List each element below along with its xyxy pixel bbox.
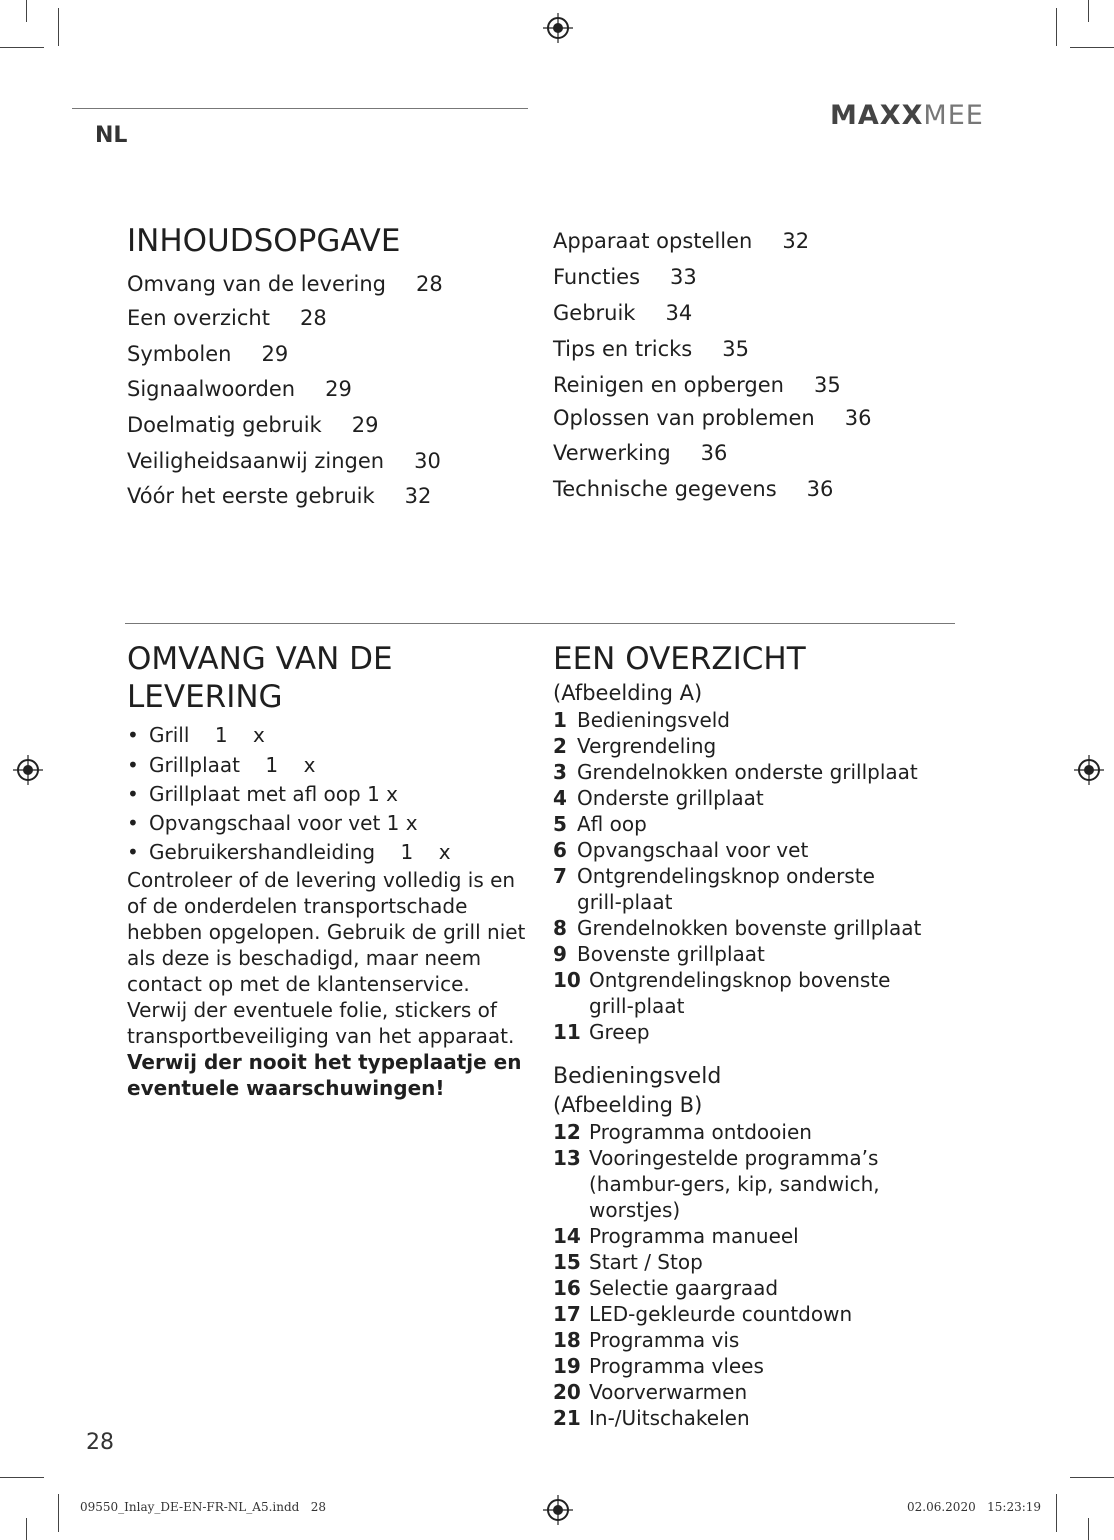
item-label: Afl oop bbox=[577, 812, 647, 836]
list-item bbox=[553, 941, 963, 967]
toc-entry-label: Vóór het eerste gebruik bbox=[127, 484, 375, 508]
toc-entry-page: 35 bbox=[722, 337, 749, 361]
toc-entry-label: Oplossen van problemen bbox=[553, 406, 815, 430]
item-number: 10 bbox=[553, 968, 581, 992]
toc-entry-page: 29 bbox=[351, 413, 379, 437]
list-item bbox=[553, 733, 963, 759]
list-item bbox=[553, 1353, 963, 1379]
crop-mark bbox=[58, 1494, 59, 1532]
parts-list bbox=[553, 707, 963, 1045]
delivery-warning: Verwij der nooit het typeplaatje en eventuele waarschuwingen! bbox=[127, 1050, 522, 1100]
toc-entry[interactable] bbox=[553, 406, 871, 430]
list-item: • Gebruikershandleiding 1 x bbox=[127, 838, 527, 867]
item-label: Grendelnokken bovenste grillplaat bbox=[577, 916, 922, 940]
list-item: • Grill 1 x bbox=[127, 720, 527, 750]
list-item: • Opvangschaal voor vet 1 x bbox=[127, 809, 527, 838]
crop-mark bbox=[1056, 8, 1057, 46]
registration-mark-icon bbox=[1074, 755, 1104, 785]
list-item bbox=[553, 811, 963, 837]
item-number: 20 bbox=[553, 1380, 581, 1404]
item-number: 8 bbox=[553, 916, 567, 940]
item-label: Ontgrendelingsknop bovenste grill-plaat bbox=[589, 968, 891, 1018]
panel-title: Bedieningsveld bbox=[553, 1064, 722, 1089]
section-rule bbox=[125, 623, 955, 624]
toc-entry-page: 32 bbox=[782, 229, 810, 253]
crop-mark bbox=[0, 47, 44, 48]
item-label: LED-gekleurde countdown bbox=[589, 1302, 853, 1326]
toc-entry-label: Signaalwoorden bbox=[127, 377, 296, 401]
item-number: 12 bbox=[553, 1120, 581, 1144]
item-label: Onderste grillplaat bbox=[577, 786, 764, 810]
item-label: In-/Uitschakelen bbox=[589, 1406, 750, 1430]
list-item bbox=[553, 1249, 963, 1275]
item-label: Vergrendeling bbox=[577, 734, 717, 758]
toc-entry[interactable] bbox=[553, 373, 841, 397]
item-number: 7 bbox=[553, 864, 567, 888]
item-number: 1 bbox=[553, 708, 567, 732]
item-number: 11 bbox=[553, 1020, 581, 1044]
toc-entry[interactable] bbox=[553, 265, 697, 289]
list-item bbox=[553, 837, 963, 863]
item-number: 2 bbox=[553, 734, 567, 758]
item-label: Bedieningsveld bbox=[577, 708, 730, 732]
toc-entry-page: 30 bbox=[414, 449, 441, 473]
crop-mark bbox=[1088, 1518, 1089, 1540]
toc-entry-label: Gebruik bbox=[553, 301, 636, 325]
header-rule bbox=[72, 108, 528, 109]
item-label: Ontgrendelingsknop onderste grill-plaat bbox=[577, 864, 875, 914]
toc-entry-page: 36 bbox=[806, 477, 834, 501]
toc-entry-label: Apparaat opstellen bbox=[553, 229, 753, 253]
toc-entry-label: Symbolen bbox=[127, 342, 232, 366]
delivery-list bbox=[127, 720, 527, 867]
item-number: 6 bbox=[553, 838, 567, 862]
brand-prefix: MAXX bbox=[830, 100, 924, 131]
list-item bbox=[553, 1145, 963, 1223]
item-label: Grendelnokken onderste grillplaat bbox=[577, 760, 918, 784]
list-item bbox=[553, 707, 963, 733]
list-item bbox=[553, 785, 963, 811]
toc-entry[interactable] bbox=[127, 342, 288, 366]
toc-entry-page: 32 bbox=[404, 484, 432, 508]
toc-entry-label: Verwerking bbox=[553, 441, 671, 465]
registration-mark-icon bbox=[543, 1495, 573, 1525]
item-number: 21 bbox=[553, 1406, 581, 1430]
list-item bbox=[553, 1019, 963, 1045]
list-item: • Grillplaat 1 x bbox=[127, 750, 527, 780]
item-label: Programma vlees bbox=[589, 1354, 764, 1378]
crop-mark bbox=[58, 8, 59, 46]
toc-entry[interactable] bbox=[553, 301, 692, 325]
item-number: 15 bbox=[553, 1250, 581, 1274]
crop-mark bbox=[26, 1518, 27, 1540]
overview-title: EEN OVERZICHT bbox=[553, 641, 806, 677]
delivery-title-line2: LEVERING bbox=[127, 679, 283, 715]
item-number: 3 bbox=[553, 760, 567, 784]
toc-entry[interactable] bbox=[553, 477, 833, 501]
toc-entry-page: 29 bbox=[325, 377, 352, 401]
list-item bbox=[553, 1119, 963, 1145]
list-item bbox=[553, 1223, 963, 1249]
item-number: 18 bbox=[553, 1328, 581, 1352]
toc-title: INHOUDSOPGAVE bbox=[127, 223, 401, 259]
crop-mark bbox=[1088, 0, 1089, 22]
item-label: Greep bbox=[589, 1020, 650, 1044]
list-item bbox=[553, 1327, 963, 1353]
list-item bbox=[553, 1275, 963, 1301]
crop-mark bbox=[26, 0, 27, 22]
toc-entry-label: Een overzicht bbox=[127, 306, 270, 330]
delivery-title bbox=[127, 640, 527, 716]
item-label: Programma manueel bbox=[589, 1224, 799, 1248]
overview-section bbox=[553, 640, 963, 1431]
list-item bbox=[553, 1405, 963, 1431]
page-number: 28 bbox=[86, 1430, 114, 1455]
toc-entry-page: 35 bbox=[813, 373, 841, 397]
list-item: • Grillplaat met afl oop 1 x bbox=[127, 780, 527, 809]
item-number: 4 bbox=[553, 786, 567, 810]
toc-entry-page: 36 bbox=[844, 406, 872, 430]
crop-mark bbox=[1070, 1477, 1114, 1478]
item-label: Programma vis bbox=[589, 1328, 740, 1352]
list-item bbox=[553, 1379, 963, 1405]
toc-entry-page: 28 bbox=[299, 306, 327, 330]
item-label: Selectie gaargraad bbox=[589, 1276, 779, 1300]
toc-entry-label: Reinigen en opbergen bbox=[553, 373, 784, 397]
toc-entry-label: Veiligheidsaanwij zingen bbox=[127, 449, 385, 473]
item-number: 14 bbox=[553, 1224, 581, 1248]
footer-datetime: 02.06.2020 15:23:19 bbox=[907, 1500, 1042, 1514]
brand-suffix: MEE bbox=[923, 100, 984, 131]
brand-logo bbox=[830, 100, 984, 131]
toc-entry[interactable] bbox=[127, 413, 378, 437]
figure-b-caption: (Afbeelding B) bbox=[553, 1093, 703, 1117]
toc-entry[interactable] bbox=[553, 441, 727, 465]
delivery-paragraph: Verwij der eventuele folie, stickers of transportbeveiliging van het apparaat. bbox=[127, 998, 515, 1048]
item-number: 17 bbox=[553, 1302, 581, 1326]
item-number: 9 bbox=[553, 942, 567, 966]
item-label: Programma ontdooien bbox=[589, 1120, 812, 1144]
crop-mark bbox=[0, 1477, 44, 1478]
footer-file: 09550_Inlay_DE-EN-FR-NL_A5.indd 28 bbox=[80, 1500, 327, 1514]
toc-entry[interactable] bbox=[127, 484, 431, 508]
toc-entry[interactable] bbox=[553, 337, 749, 361]
list-item bbox=[553, 759, 963, 785]
list-item bbox=[553, 967, 963, 1019]
toc-entry-label: Doelmatig gebruik bbox=[127, 413, 322, 437]
item-label: Bovenste grillplaat bbox=[577, 942, 765, 966]
toc-entry[interactable] bbox=[553, 229, 809, 253]
toc-entry-label: Omvang van de levering bbox=[127, 272, 387, 296]
figure-a-caption: (Afbeelding A) bbox=[553, 681, 703, 705]
panel-parts-list bbox=[553, 1119, 963, 1431]
toc-entry-page: 34 bbox=[665, 301, 693, 325]
toc-entry[interactable] bbox=[127, 272, 443, 296]
toc-entry-label: Tips en tricks bbox=[553, 337, 693, 361]
toc-entry-label: Technische gegevens bbox=[553, 477, 777, 501]
delivery-paragraph: Controleer of de levering volledig is en of de onderdelen transportschade hebben opgelopen. Gebruik de grill niet als deze is beschadigd, maar neem contact op met de klantenservice. bbox=[127, 868, 526, 996]
toc-entry-page: 29 bbox=[261, 342, 289, 366]
toc-entry-label: Functies bbox=[553, 265, 641, 289]
toc-entry-page: 36 bbox=[700, 441, 728, 465]
toc-entry-page: 28 bbox=[416, 272, 443, 296]
delivery-title-line1: OMVANG VAN DE bbox=[127, 641, 393, 677]
language-label: NL bbox=[95, 123, 128, 148]
item-number: 19 bbox=[553, 1354, 581, 1378]
delivery-section bbox=[127, 640, 527, 1101]
list-item bbox=[553, 863, 963, 915]
item-label: Vooringestelde programma’s (hambur-gers, kip, sandwich, worstjes) bbox=[589, 1146, 880, 1222]
item-number: 16 bbox=[553, 1276, 581, 1300]
registration-mark-icon bbox=[13, 755, 43, 785]
toc-entry-page: 33 bbox=[670, 265, 697, 289]
crop-mark bbox=[1070, 47, 1114, 48]
toc-entry[interactable] bbox=[127, 449, 441, 473]
item-label: Opvangschaal voor vet bbox=[577, 838, 809, 862]
item-label: Start / Stop bbox=[589, 1250, 703, 1274]
registration-mark-icon bbox=[543, 13, 573, 43]
item-number: 5 bbox=[553, 812, 567, 836]
toc-entry[interactable] bbox=[127, 306, 327, 330]
crop-mark bbox=[1056, 1494, 1057, 1532]
toc-entry[interactable] bbox=[127, 377, 352, 401]
list-item bbox=[553, 915, 963, 941]
item-label: Voorverwarmen bbox=[589, 1380, 748, 1404]
list-item bbox=[553, 1301, 963, 1327]
item-number: 13 bbox=[553, 1146, 581, 1170]
